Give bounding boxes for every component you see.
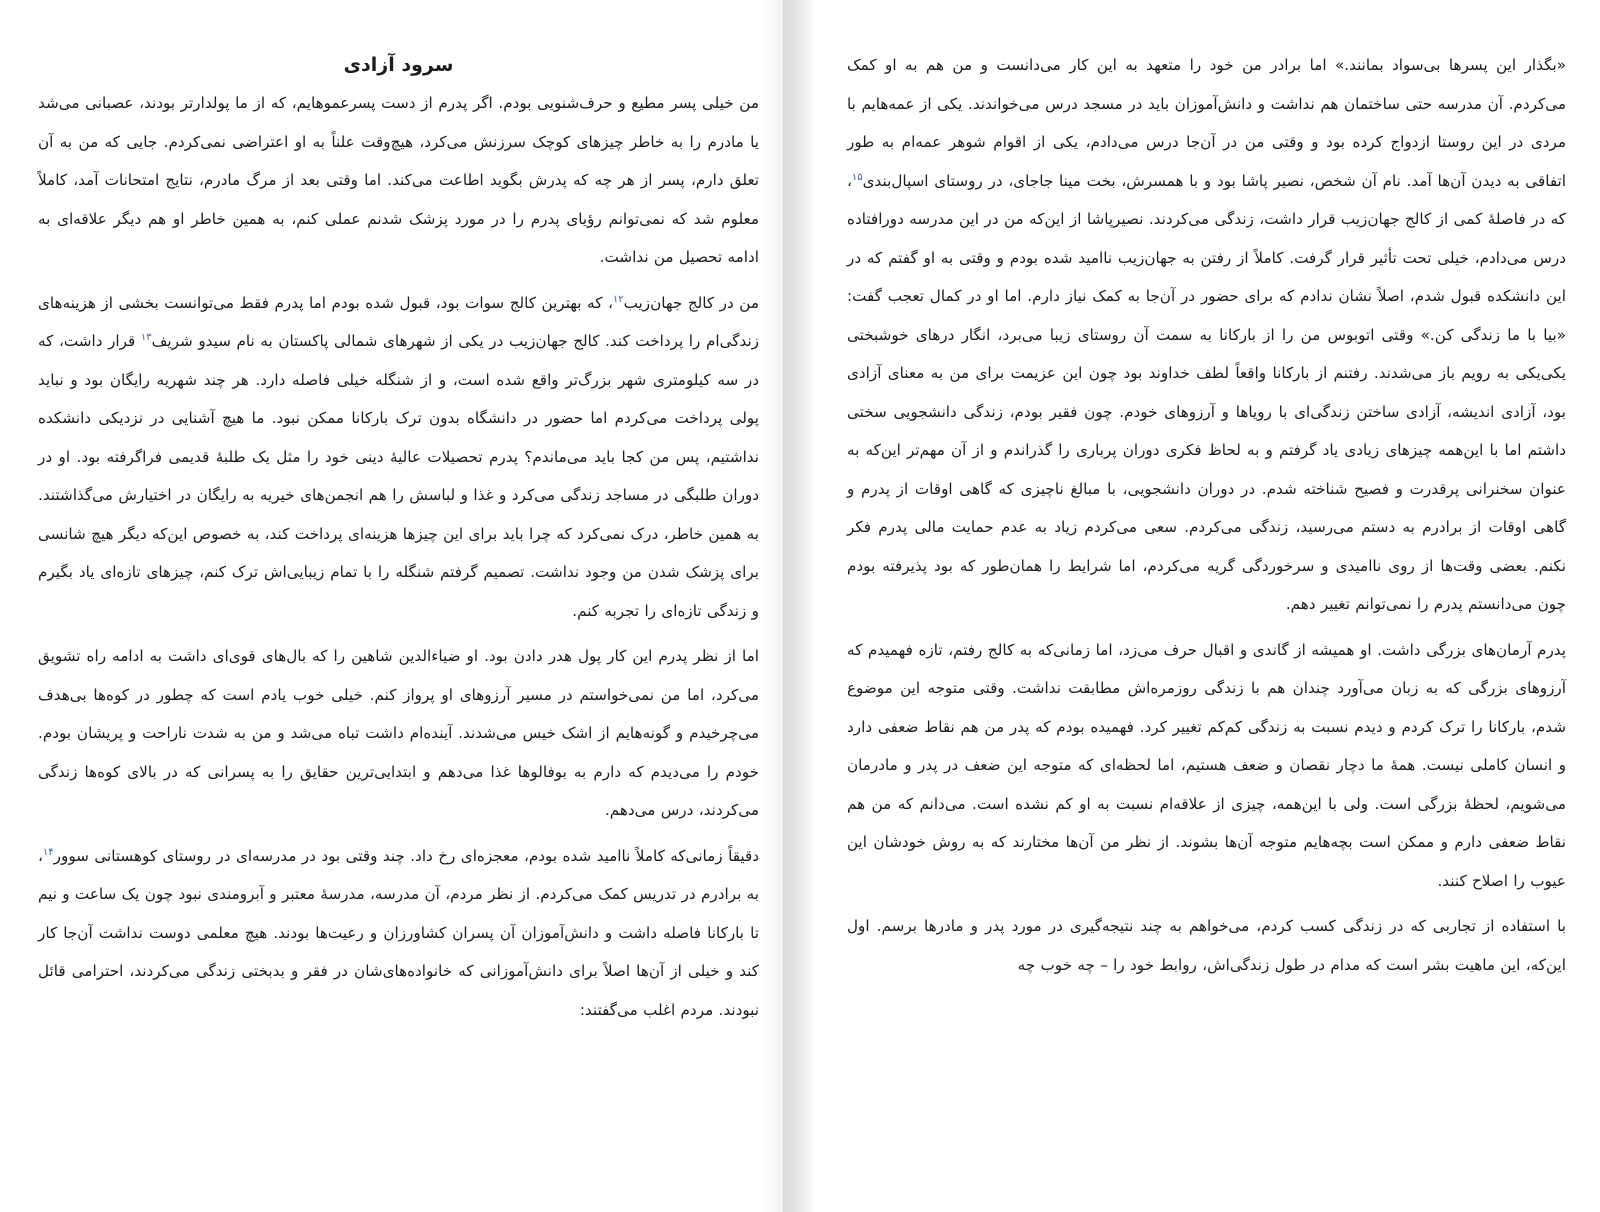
- paragraph-text: ، که در فاصلهٔ کمی از کالج جهان‌زیب قرار داشت، زندگی می‌کردند. نصیرپاشا از این‌که من در این مدرسه دورافتاده درس می‌دادم، خیلی تحت تأثیر قرار گرفت. کاملاً از رفتن به جهان‌زیب ناامید شده بودم و وقتی به او گفتم که در این دانشکده قبول شدم، اصلاً نشان ندادم که برای حضور در آن‌جا به کمک نیاز دارم. اما او در کمال تعجب گفت: «بیا با ما زندگی کن.» وقتی اتوبوس من را از بارکانا به سمت آن روستای زیبا می‌برد، انگار درهای خوشبختی یکی‌یکی به رویم باز می‌شدند. رفتنم از بارکانا واقعاً لطف خداوند بود چون این عزیمت برای من به معنای آزادی بود، آزادی اندیشه، آزادی ساختن زندگی‌ای با رویاها و آرزوهای خودم. چون فقیر بودم، زندگی دانشجویی سختی داشتم اما با این‌همه چیزهای زیادی یاد گرفتم و به لحاظ فکری دوران پرباری را گذراندم و از آن مهم‌تر این‌که به عنوان سخنرانی پرقدرت و فصیح شناخته شدم. در دوران دانشجویی، با مبالغ ناچیزی که گاهی اوقات از پدرم و گاهی اوقات از برادرم به دستم می‌رسید، زندگی می‌کردم. سعی می‌کردم زیاد به عدم حمایت مالی پدرم فکر نکنم. بعضی وقت‌ها از روی ناامیدی و سرخوردگی گریه می‌کردم، اما شرایط را همان‌طور که بود پذیرفته بودم چون می‌دانستم پدرم را نمی‌توانم تغییر دهم.: [847, 171, 1566, 613]
- paragraph-text: دقیقاً زمانی‌که کاملاً ناامید شده بودم، معجزه‌ای رخ داد. چند وقتی بود در مدرسه‌ای در روستای کوهستانی سوور: [53, 846, 759, 865]
- footnote-marker[interactable]: ۱۴: [42, 846, 54, 858]
- paragraph-text: اما از نظر پدرم این کار پول هدر دادن بود. او ضیاءالدین شاهین را که بال‌های قوی‌ای داشت به ادامه راه تشویق می‌کرد، اما من نمی‌خواستم در مسیر آرزوهای او پرواز کنم. خیلی خوب یادم است که چطور در کوه‌ها بی‌هدف می‌چرخیدم و گونه‌هایم از اشک خیس می‌شدند. آینده‌ام داشت تباه می‌شد و من به شدت ناراحت و پریشان بودم. خودم را می‌دیدم که دارم به بوفالوها غذا می‌دهم و ابتدایی‌ترین حقایق را به پسرانی که در بالای کوه‌ها زندگی می‌کردند، درس می‌دهم.: [38, 647, 759, 819]
- page-shadow: [760, 0, 784, 1212]
- left-page: [0, 0, 783, 1212]
- paragraph: [38, 637, 759, 830]
- paragraph: [38, 837, 759, 1030]
- paragraph-text: قرار داشت، که در سه کیلومتری شهر بزرگ‌تر واقع شده است، و از شنگله خیلی فاصله دارد. هر چند شهریه رایگان بود و نباید پولی پرداخت می‌کردم اما حضور در دانشگاه بدون ترک بارکانا ممکن نبود. ما هیچ آشنایی در نزدیکی دانشکده نداشتیم، پس من کجا باید می‌ماندم؟ پدرم تحصیلات عالیهٔ دینی خود را مثل یک طلبهٔ قدیمی فراگرفته بود. او در دوران طلبگی در مساجد زندگی می‌کرد و غذا و لباسش را هم انجمن‌های خیریه به رایگان در اختیارش می‌گذاشتند. به همین خاطر، درک نمی‌کرد که چرا باید برای این چیزها هزینه‌ای پرداخت کند، به خصوص این‌که دیگر هیچ شانسی برای پزشک شدن من وجود نداشت. تصمیم گرفتم شنگله را با تمام زیبایی‌اش ترک کنم، چیزهای تازه‌ای یاد بگیرم و زندگی تازه‌ای را تجربه کنم.: [38, 332, 759, 620]
- footnote-marker[interactable]: ۱۲: [612, 293, 624, 305]
- footnote-marker[interactable]: ۱۵: [851, 171, 863, 183]
- paragraph-text: ، به برادرم در تدریس کمک می‌کردم. از نظر مردم، آن مدرسه، مدرسهٔ معتبر و آبرومندی نبود چون یک ساعت و نیم تا بارکانا فاصله داشت و دانش‌آموزان آن پسران کشاورزان و رعیت‌ها بودند. هیچ معلمی دوست نداشت آن‌جا کار کند و خیلی از آن‌ها اصلاً برای دانش‌آموزانی که خانواده‌های‌شان در فقر و بدبختی زندگی می‌کردند، احترامی قائل نبودند. مردم اغلب می‌گفتند:: [38, 846, 759, 1019]
- paragraph: [847, 907, 1566, 984]
- left-page-body: [38, 84, 759, 1029]
- book-gutter: [783, 0, 817, 1212]
- right-page-body: [847, 46, 1566, 984]
- paragraph: [38, 284, 759, 631]
- paragraph-text: پدرم آرمان‌های بزرگی داشت. او همیشه از گاندی و اقبال حرف می‌زد، اما زمانی‌که به کالج رفتم، تازه فهمیدم که آرزوهای بزرگی که به زبان می‌آورد چندان هم با زندگی روزمره‌اش مطابقت نداشت. وقتی متوجه این موضوع شدم، بارکانا را ترک کردم و دیدم نسبت به زندگی کم‌کم تغییر کرد. فهمیده بودم که پدر من هم نقاط ضعفی دارد و انسان کاملی نیست. همهٔ ما دچار نقصان و ضعف هستیم، اما لحظه‌ای که متوجه این ضعف در پدر و مادرمان می‌شویم، لحظهٔ بزرگی است. ولی با این‌همه، چیزی از علاقه‌ام نسبت به او کم نشده است. می‌دانم که من هم نقاط ضعفی دارم و ممکن است بچه‌هایم متوجه آن‌ها بشوند. از نظر من آن‌ها مختارند که به روش خودشان این عیوب را اصلاح کنند.: [847, 640, 1566, 890]
- paragraph: [38, 84, 759, 277]
- paragraph: [847, 631, 1566, 901]
- paragraph-text: با استفاده از تجاربی که در زندگی کسب کردم، می‌خواهم به چند نتیجه‌گیری در مورد پدر و مادرها برسم. اول این‌که، این ماهیت بشر است که مدام در طول زندگی‌اش، روابط خود را – چه خوب چه: [847, 917, 1566, 974]
- paragraph-text: ، که بهترین کالج سوات بود، قبول شده بودم اما پدرم فقط می‌توانست بخشی از هزینه‌های زندگی‌ام را پرداخت کند. کالج جهان‌زیب در یکی از شهرهای شمالی پاکستان به نام سیدو شریف: [38, 293, 759, 350]
- paragraph: [847, 46, 1566, 624]
- paragraph-text: «بگذار این پسرها بی‌سواد بمانند.» اما برادر من خود را متعهد به این کار می‌دانست و من هم به او کمک می‌کردم. آن مدرسه حتی ساختمان هم نداشت و دانش‌آموزان باید در مسجد درس می‌خواندند. یکی از عمه‌هایم با مردی در این روستا ازدواج کرده بود و وقتی من در آن‌جا درس می‌دادم، یکی از اقوام شوهر عمه‌ام به طور اتفاقی به دیدن آن‌ها آمد. نام آن شخص، نصیر پاشا بود و با همسرش، بخت مینا جاجای، در روستای اسپال‌بندی: [847, 56, 1566, 190]
- right-page: [817, 0, 1600, 1212]
- footnote-marker[interactable]: ۱۳: [140, 331, 152, 343]
- paragraph-text: من در کالج جهان‌زیب: [623, 293, 759, 312]
- paragraph-text: من خیلی پسر مطیع و حرف‌شنویی بودم. اگر پدرم از دست پسرعموهایم، که از ما پولدارتر بودند، عصبانی می‌شد یا مادرم را به خاطر چیزهای کوچک سرزنش می‌کرد، هیچ‌وقت علناً به او اعتراضی نمی‌کردم. جایی که من به آن تعلق دارم، پسر از هر چه که پدرش بگوید اطاعت می‌کند. اما وقتی بعد از مرگ مادرم، نتایج امتحانات آمد، کاملاً معلوم شد که نمی‌توانم رؤیای پدرم را در مورد پزشک شدنم عملی کنم، به همین خاطر او هم دیگر علاقه‌ای به ادامه تحصیل من نداشت.: [38, 94, 759, 266]
- chapter-title: سرود آزادی: [343, 54, 454, 76]
